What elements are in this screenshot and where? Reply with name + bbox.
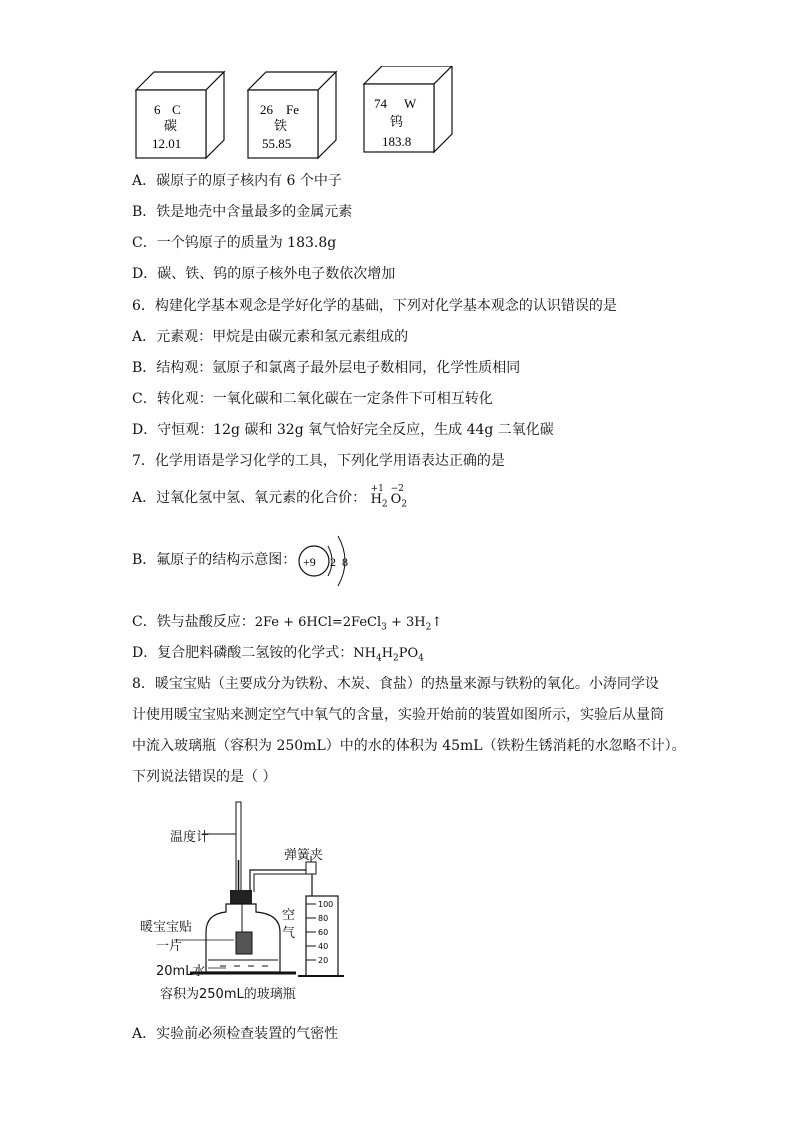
q6-option-c: C．转化观：一氧化碳和二氧化碳在一定条件下可相互转化 (132, 391, 493, 407)
element-mass: 183.8 (382, 134, 412, 149)
element-mass: 12.01 (152, 136, 182, 151)
h-sub: 2 (381, 499, 388, 510)
element-cubes (130, 66, 460, 162)
q7-option-d (132, 643, 424, 669)
q7-option-a (132, 484, 411, 510)
label-water: 20mL水 (156, 964, 206, 979)
q8-line-4: 下列说法错误的是（ ） (132, 769, 277, 785)
q5-option-b: B．铁是地壳中含量最多的金属元素 (132, 204, 353, 220)
q7-option-c (132, 612, 442, 638)
element-cube-tungsten (364, 66, 452, 152)
valence-formula (370, 484, 411, 510)
label-air-2: 气 (282, 926, 296, 941)
element-name: 碳 (164, 118, 178, 133)
scale-40: 40 (318, 942, 329, 951)
scale-80: 80 (318, 914, 329, 923)
label-thermometer: 温度计 (170, 830, 210, 845)
q7-c-prefix: C．铁与盐酸反应： (132, 614, 255, 630)
element-symbol: W (404, 96, 417, 111)
q8-line-3: 中流入玻璃瓶（容积为 250mL）中的水的体积为 45mL（铁粉生锈消耗的水忽略不计）。 (132, 738, 686, 754)
element-symbol: C (172, 102, 181, 117)
q7-a-prefix: A．过氧化氢中氢、氧元素的化合价： (132, 490, 367, 506)
label-spring-clip: 弹簧夹 (284, 848, 324, 863)
element-number: 6 (154, 102, 161, 117)
label-bottle: 容积为250mL的玻璃瓶 (160, 987, 296, 1002)
spring-clip (306, 862, 316, 874)
q6-option-d: D．守恒观：12g 碳和 32g 氧气恰好完全反应，生成 44g 二氧化碳 (132, 422, 554, 438)
q5-option-d: D．碳、铁、钨的原子核外电子数依次增加 (132, 266, 396, 282)
q6-option-a: A．元素观：甲烷是由碳元素和氢元素组成的 (132, 329, 409, 345)
element-name: 钨 (390, 114, 404, 129)
h-symbol: H (370, 492, 382, 507)
q6-option-b: B．结构观：氩原子和氯离子最外层电子数相同，化学性质相同 (132, 360, 521, 376)
hand-warmer-patch (236, 932, 252, 954)
fluorine-structure-diagram (294, 526, 364, 596)
scale-100: 100 (318, 900, 334, 909)
q7-option-b: B．氟原子的结构示意图： (132, 552, 297, 568)
o-sub: 2 (401, 499, 408, 510)
q8-line-2: 计使用暖宝宝贴来测定空气中氧气的含量，实验开始前的装置如图所示，实验后从量筒 (132, 707, 664, 723)
q8-line-1: 8．暖宝宝贴（主要成分为铁粉、木炭、食盐）的热量来源与铁粉的氧化。小涛同学设 (132, 676, 659, 692)
chemical-formula: $NH_4H_2PO_4$ (353, 646, 424, 664)
q5-option-a: A．碳原子的原子核内有 6 个中子 (132, 173, 342, 189)
element-mass: 55.85 (262, 136, 292, 151)
h-valence: +1 (370, 484, 384, 494)
element-name: 铁 (274, 118, 288, 133)
q7-stem: 7．化学用语是学习化学的工具，下列化学用语表达正确的是 (132, 453, 505, 469)
q5-option-c: C．一个钨原子的质量为 183.8g (132, 235, 337, 251)
o-valence: −2 (390, 484, 404, 494)
q8-option-a: A．实验前必须检查装置的气密性 (132, 1026, 339, 1042)
label-air-1: 空 (282, 908, 296, 923)
q7-d-prefix: D．复合肥料磷酸二氢铵的化学式： (132, 645, 354, 661)
nucleus-charge: +9 (303, 555, 316, 569)
element-cube-carbon (136, 72, 224, 158)
shell-2-electrons: 8 (342, 555, 348, 569)
element-number: 26 (260, 102, 273, 117)
scale-60: 60 (318, 928, 329, 937)
q6-stem: 6．构建化学基本观念是学好化学的基础，下列对化学基本观念的认识错误的是 (132, 298, 617, 314)
element-cube-iron (248, 72, 336, 158)
shell-1-electrons: 2 (330, 555, 336, 569)
scale-20: 20 (318, 956, 329, 965)
element-symbol: Fe (286, 102, 299, 117)
label-hand-warmer-1: 暖宝宝贴 (140, 920, 193, 935)
element-number: 74 (374, 96, 387, 111)
reaction-equation: 2Fe + 6HCl=2FeCl$_3$ + $3H_2↑$ (254, 615, 443, 633)
label-hand-warmer-2: 一片 (156, 939, 183, 954)
o-symbol: O (390, 492, 402, 507)
